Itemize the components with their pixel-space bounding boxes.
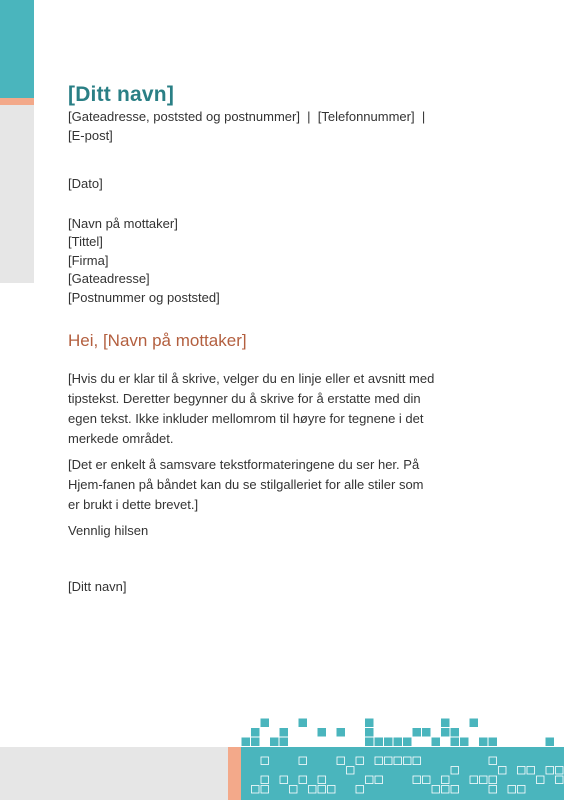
decorative-gray-bar-top: [0, 105, 34, 283]
recipient-block: [68, 215, 448, 308]
recipient-postal[interactable]: [Postnummer og poststed]: [68, 289, 220, 305]
letter-body: [68, 82, 448, 597]
signature-name[interactable]: [Ditt navn]: [68, 579, 127, 594]
decorative-pixel-pattern: [241, 718, 564, 800]
decorative-orange-stripe-top: [0, 98, 34, 105]
recipient-street[interactable]: [Gateadresse]: [68, 271, 150, 286]
letter-date[interactable]: [Dato]: [68, 176, 103, 191]
body-paragraph-2[interactable]: [Det er enkelt å samsvare tekstformateringene du ser her. På Hjem-fanen på båndet kan du se stilgalleriet for alle stiler som er brukt i dette brevet.]: [68, 457, 424, 512]
sender-name-heading[interactable]: [Ditt navn]: [68, 83, 175, 106]
body-paragraph-1[interactable]: [Hvis du er klar til å skrive, velger du en linje eller et avsnitt med tipstekst. Deretter begynner du å skrive for å erstatte med din egen tekst. Ikke inkluder mellomrom til høyre for tegnene i det merkede området.: [68, 371, 435, 446]
recipient-company[interactable]: [Firma]: [68, 252, 109, 268]
sender-contact-line[interactable]: [Gateadresse, poststed og postnummer] | [Telefonnummer] |: [68, 109, 426, 124]
greeting[interactable]: Hei, [Navn på mottaker]: [68, 331, 247, 350]
closing[interactable]: Vennlig hilsen: [68, 523, 149, 538]
recipient-title[interactable]: [Tittel]: [68, 234, 103, 249]
recipient-name[interactable]: [Navn på mottaker]: [68, 215, 178, 231]
decorative-teal-bar-top: [0, 0, 34, 98]
decorative-gray-bar-bottom: [0, 747, 228, 800]
sender-email[interactable]: [E-post]: [68, 127, 113, 143]
decorative-orange-stripe-bottom: [228, 747, 241, 800]
